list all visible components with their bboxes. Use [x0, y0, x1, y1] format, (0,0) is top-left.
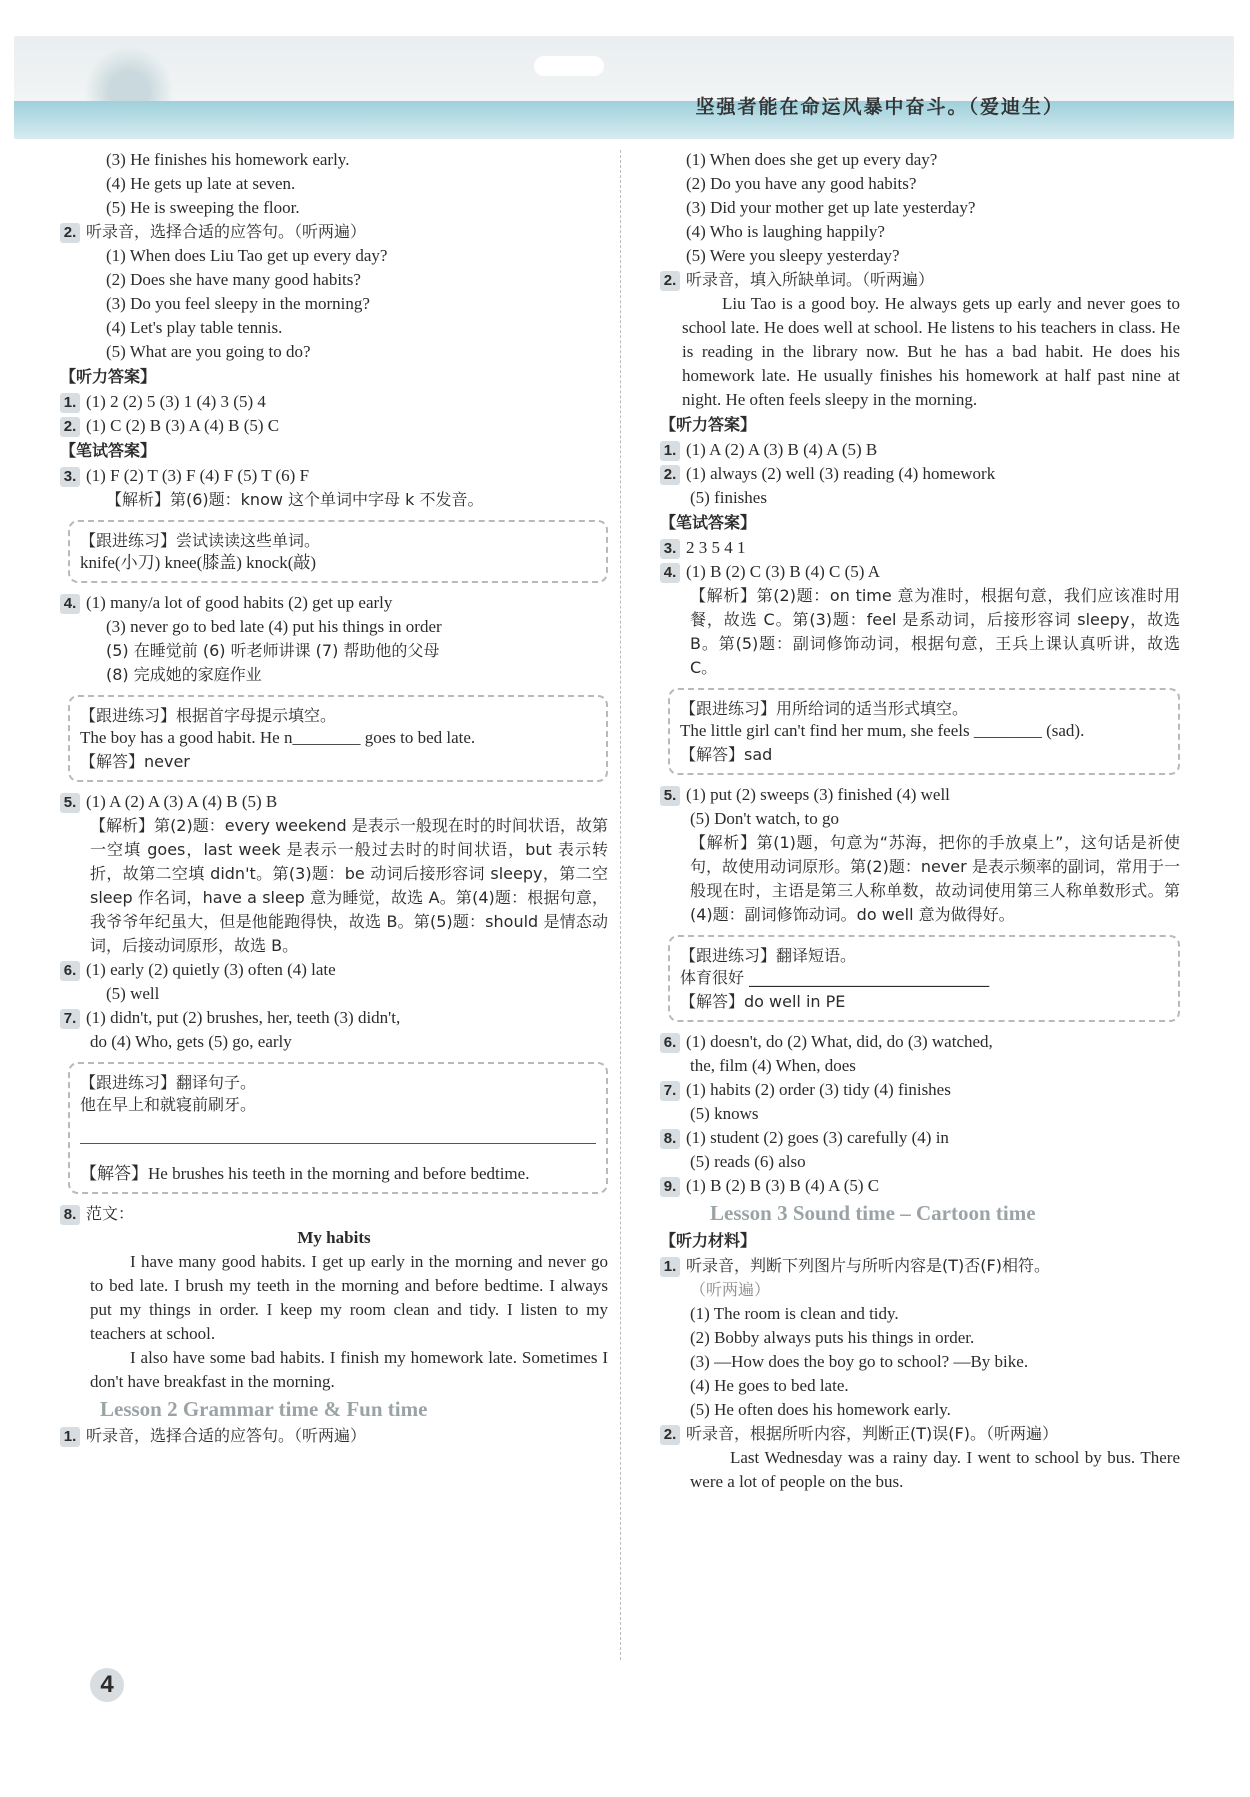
explanation: 【解析】第(2)题：on time 意为准时，根据句意，我们应该准时用餐，故选 C。第(3)题：feel 是系动词，后接形容词 sleepy，故选 B。第(5)题：副词修饰动词，根据句意，王兵上课认真听讲，故选 C。 [690, 586, 1180, 677]
practice-title: 【跟进练习】翻译短语。 [680, 946, 857, 965]
question-number: 2. [660, 1425, 680, 1445]
practice-answer: 【解答】sad [680, 745, 773, 764]
answer-1: 1. (1) 2 (2) 5 (3) 1 (4) 3 (5) 4 [60, 390, 608, 414]
question-number: 3. [660, 539, 680, 559]
list-item: do (4) Who, gets (5) go, early [90, 1032, 292, 1051]
answer-3: 3. (1) F (2) T (3) F (4) F (5) T (6) F [60, 464, 608, 488]
passage: Last Wednesday was a rainy day. I went to school by bus. There were a lot of people on the bus. [690, 1448, 1180, 1491]
list-item: (2) Bobby always puts his things in order. [690, 1328, 975, 1347]
practice-question: The boy has a good habit. He n________ goes to bed late. [80, 728, 476, 747]
essay-paragraph: I have many good habits. I get up early in the morning and never go to bed late. I brush my teeth in the morning and before bedtime. I always put my things in order. I keep my room clean and tidy. I listen to my teachers at school. [90, 1252, 608, 1343]
question-number: 1. [60, 1427, 80, 1447]
answer-6: 6. (1) doesn't, do (2) What, did, do (3) watched, [660, 1030, 1180, 1054]
answer-6: 6. (1) early (2) quietly (3) often (4) late [60, 958, 608, 982]
list-item: (5) Don't watch, to go [690, 809, 839, 828]
answer-line [80, 1125, 596, 1144]
page-number: 4 [90, 1668, 124, 1702]
list-item: (5) knows [690, 1104, 759, 1123]
list-item: (3) never go to bed late (4) put his things in order [106, 617, 442, 636]
list-item: (1) The room is clean and tidy. [690, 1304, 899, 1323]
answer-1: 1. (1) A (2) A (3) B (4) A (5) B [660, 438, 1180, 462]
practice-title: 【跟进练习】尝试读读这些单词。 [80, 531, 321, 550]
lesson-heading: Lesson 3 Sound time – Cartoon time [710, 1201, 1036, 1225]
practice-question: 体育很好 ______________________________ [680, 968, 990, 987]
question-number: 2. [60, 223, 80, 243]
list-item: (4) He goes to bed late. [690, 1376, 849, 1395]
list-item: (5) finishes [690, 488, 767, 507]
question-number: 3. [60, 467, 80, 487]
answer-2: 2. (1) C (2) B (3) A (4) B (5) C [60, 414, 608, 438]
question-number: 4. [660, 563, 680, 583]
question-number: 2. [660, 271, 680, 291]
explanation: 【解析】第(6)题：know 这个单词中字母 k 不发音。 [106, 490, 484, 509]
answer-3: 3. 2 3 5 4 1 [660, 536, 1180, 560]
question-number: 5. [60, 793, 80, 813]
motto: 坚强者能在命运风暴中奋斗。（爱迪生） [695, 96, 1064, 118]
list-item: (3) —How does the boy go to school? —By bike. [690, 1352, 1029, 1371]
list-item: (5) He often does his homework early. [690, 1400, 951, 1419]
left-column [60, 148, 608, 1448]
answer-2: 2. (1) always (2) well (3) reading (4) homework [660, 462, 1180, 486]
practice-box [668, 935, 1180, 1022]
section-heading: 【听力材料】 [660, 1231, 757, 1250]
question-number: 7. [660, 1081, 680, 1101]
list-item: (2) Does she have many good habits? [106, 270, 361, 289]
list-item: (3) Did your mother get up late yesterday? [686, 198, 976, 217]
list-item: (3) Do you feel sleepy in the morning? [106, 294, 370, 313]
question-number: 4. [60, 594, 80, 614]
listen-note: （听两遍） [690, 1280, 771, 1299]
answer-4: 4. (1) many/a lot of good habits (2) get up early [60, 591, 608, 615]
answer-9: 9. (1) B (2) B (3) B (4) A (5) C [660, 1174, 1180, 1198]
column-divider [620, 150, 621, 1660]
list-item: (8) 完成她的家庭作业 [106, 665, 262, 684]
question-number: 7. [60, 1009, 80, 1029]
practice-answer: 【解答】do well in PE [680, 992, 846, 1011]
essay-paragraph: I also have some bad habits. I finish my homework late. Sometimes I don't have breakfast in the morning. [90, 1348, 608, 1391]
list-item: (4) He gets up late at seven. [106, 174, 296, 193]
list-item: (5) He is sweeping the floor. [106, 198, 300, 217]
section-heading: 【笔试答案】 [60, 441, 157, 460]
answer-5: 5. (1) put (2) sweeps (3) finished (4) well [660, 783, 1180, 807]
question-2: 2. 听录音，根据所听内容，判断正(T)误(F)。（听两遍） [660, 1422, 1180, 1446]
answer-4: 4. (1) B (2) C (3) B (4) C (5) A [660, 560, 1180, 584]
list-item: the, film (4) When, does [690, 1056, 856, 1075]
section-heading: 【听力答案】 [660, 415, 757, 434]
question-2: 2. 听录音，填入所缺单词。（听两遍） [660, 268, 1180, 292]
right-column [660, 148, 1180, 1494]
question-number: 2. [60, 417, 80, 437]
list-item: (5) 在睡觉前 (6) 听老师讲课 (7) 帮助他的父母 [106, 641, 440, 660]
question-2: 2. 听录音，选择合适的应答句。（听两遍） [60, 220, 608, 244]
list-item: (4) Who is laughing happily? [686, 222, 885, 241]
list-item: (2) Do you have any good habits? [686, 174, 917, 193]
question-number: 6. [60, 961, 80, 981]
list-item: (1) When does she get up every day? [686, 150, 938, 169]
practice-answer: 【解答】He brushes his teeth in the morning and before bedtime. [80, 1164, 530, 1183]
practice-question: 他在早上和就寝前刷牙。 [80, 1095, 257, 1114]
essay-title: My habits [297, 1228, 371, 1247]
list-item: (5) What are you going to do? [106, 342, 311, 361]
practice-question: The little girl can't find her mum, she feels ________ (sad). [680, 721, 1085, 740]
answer-8: 8. (1) student (2) goes (3) carefully (4) in [660, 1126, 1180, 1150]
header-banner [14, 36, 1234, 139]
list-item: (5) reads (6) also [690, 1152, 806, 1171]
question-number: 2. [660, 465, 680, 485]
passage: Liu Tao is a good boy. He always gets up early and never goes to school late. He does well at school. He listens to his teachers in class. He is reading in the library now. But he has a bad habit. He does his homework late. He usually finishes his homework at half past nine at night. He often feels sleepy in the morning. [682, 294, 1180, 409]
question-number: 8. [660, 1129, 680, 1149]
answer-7: 7. (1) habits (2) order (3) tidy (4) finishes [660, 1078, 1180, 1102]
practice-box [68, 520, 608, 583]
question-number: 1. [660, 1257, 680, 1277]
question-number: 1. [660, 441, 680, 461]
list-item: (1) When does Liu Tao get up every day? [106, 246, 388, 265]
explanation: 【解析】第(1)题，句意为“苏海，把你的手放桌上”，这句话是祈使句，故使用动词原形。第(2)题：never 是表示频率的副词，常用于一般现在时，主语是第三人称单数，故动词使用第三人称单数形式。第(4)题：副词修饰动词。do well 意为做得好。 [690, 833, 1180, 924]
answer-8: 8. 范文： [60, 1202, 608, 1226]
section-heading: 【笔试答案】 [660, 513, 757, 532]
lesson-heading: Lesson 2 Grammar time & Fun time [100, 1397, 428, 1421]
practice-content: knife(小刀) knee(膝盖) knock(敲) [80, 553, 317, 572]
list-item: (5) well [106, 984, 160, 1003]
section-heading: 【听力答案】 [60, 367, 157, 386]
explanation: 【解析】第(2)题：every weekend 是表示一般现在时的时间状语，故第一空填 goes，last week 是表示一般过去时的时间状语，but 表示转折，故第二空填 didn't。第(3)题：be 动词后接形容词 sleepy，第二空 sleep 作名词，have a sleep 意为睡觉，故选 A。第(4)题：根据句意，我爷爷年纪虽大，但是他能跑得快，故选 B。第(5)题：should 是情态动词，后接动词原形，故选 B。 [90, 816, 608, 955]
answer-7: 7. (1) didn't, put (2) brushes, her, teeth (3) didn't, [60, 1006, 608, 1030]
question-number: 1. [60, 393, 80, 413]
list-item: (3) He finishes his homework early. [106, 150, 350, 169]
practice-box [68, 1062, 608, 1194]
list-item: (5) Were you sleepy yesterday? [686, 246, 900, 265]
practice-box [668, 688, 1180, 775]
practice-title: 【跟进练习】根据首字母提示填空。 [80, 706, 337, 725]
question-number: 8. [60, 1205, 80, 1225]
question-1: 1. 听录音，选择合适的应答句。（听两遍） [60, 1424, 608, 1448]
answer-5: 5. (1) A (2) A (3) A (4) B (5) B [60, 790, 608, 814]
practice-answer: 【解答】never [80, 752, 190, 771]
practice-title: 【跟进练习】翻译句子。 [80, 1073, 257, 1092]
question-number: 9. [660, 1177, 680, 1197]
list-item: (4) Let's play table tennis. [106, 318, 283, 337]
practice-box [68, 695, 608, 782]
cloud-decoration [534, 56, 604, 76]
question-number: 5. [660, 786, 680, 806]
question-1: 1. 听录音，判断下列图片与所听内容是(T)否(F)相符。 [660, 1254, 1180, 1278]
question-number: 6. [660, 1033, 680, 1053]
practice-title: 【跟进练习】用所给词的适当形式填空。 [680, 699, 969, 718]
